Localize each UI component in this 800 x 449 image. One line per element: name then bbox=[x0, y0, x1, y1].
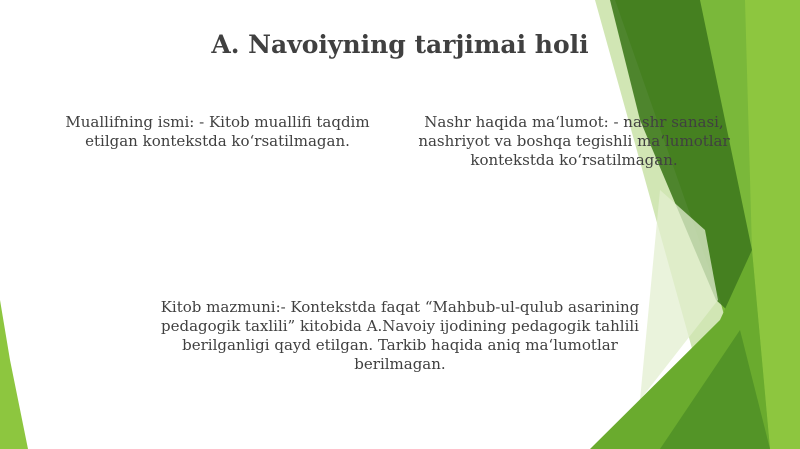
slide-title: A. Navoiyning tarjimai holi bbox=[211, 30, 589, 59]
left-accent-shape bbox=[0, 300, 28, 449]
publication-info-text: Nashr haqida maʻlumot: - nashr sanasi, nashriyot va boshqa tegishli maʻlumotlar kontekstda koʻrsatilmagan. bbox=[418, 113, 730, 169]
content-info-text: Kitob mazmuni:- Kontekstda faqat “Mahbub-ul-qulub asarining pedagogik taxlili” kitobida A.Navoiy ijodining pedagogik tahlili berilganligi qayd etilgan. Tarkib haqida aniq maʻlumotlar berilmagan. bbox=[160, 298, 640, 373]
author-info-text: Muallifning ismi: - Kitob muallifi taqdim etilgan kontekstda koʻrsatilmagan. bbox=[65, 113, 370, 150]
